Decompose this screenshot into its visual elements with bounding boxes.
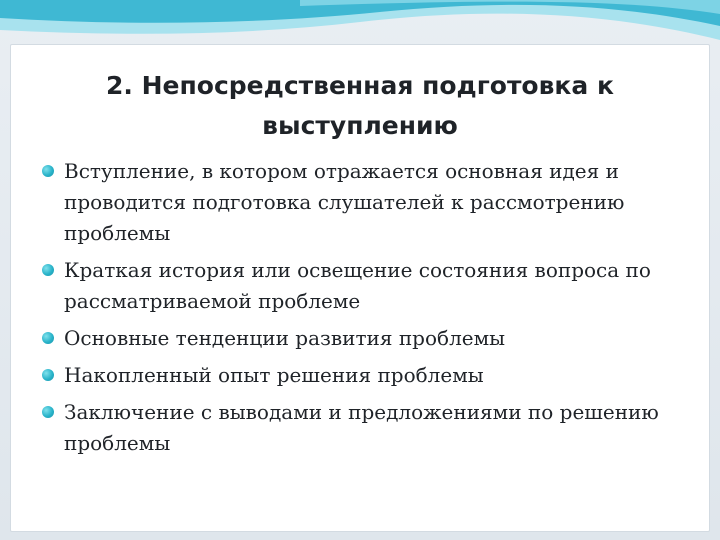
bullet-dot-icon (42, 369, 54, 381)
bullet-dot-icon (42, 165, 54, 177)
bullet-item (42, 156, 702, 249)
bullet-item (42, 360, 702, 391)
bullet-text: Заключение с выводами и предложениями по решению проблемы (64, 400, 659, 455)
bullet-item (42, 323, 702, 354)
bullet-text: Накопленный опыт решения проблемы (64, 363, 484, 387)
bullet-item (42, 255, 702, 317)
bullet-dot-icon (42, 406, 54, 418)
bullet-dot-icon (42, 264, 54, 276)
bullet-dot-icon (42, 332, 54, 344)
bullet-item (42, 397, 702, 459)
slide-title: 2. Непосредственная подготовка к выступлению (106, 71, 614, 140)
bullet-text: Вступление, в котором отражается основная идея и проводится подготовка слушателей к рассмотрению проблемы (64, 159, 625, 245)
bullet-list (42, 156, 702, 465)
bullet-text: Основные тенденции развития проблемы (64, 326, 506, 350)
bullet-text: Краткая история или освещение состояния вопроса по рассматриваемой проблеме (64, 258, 651, 313)
